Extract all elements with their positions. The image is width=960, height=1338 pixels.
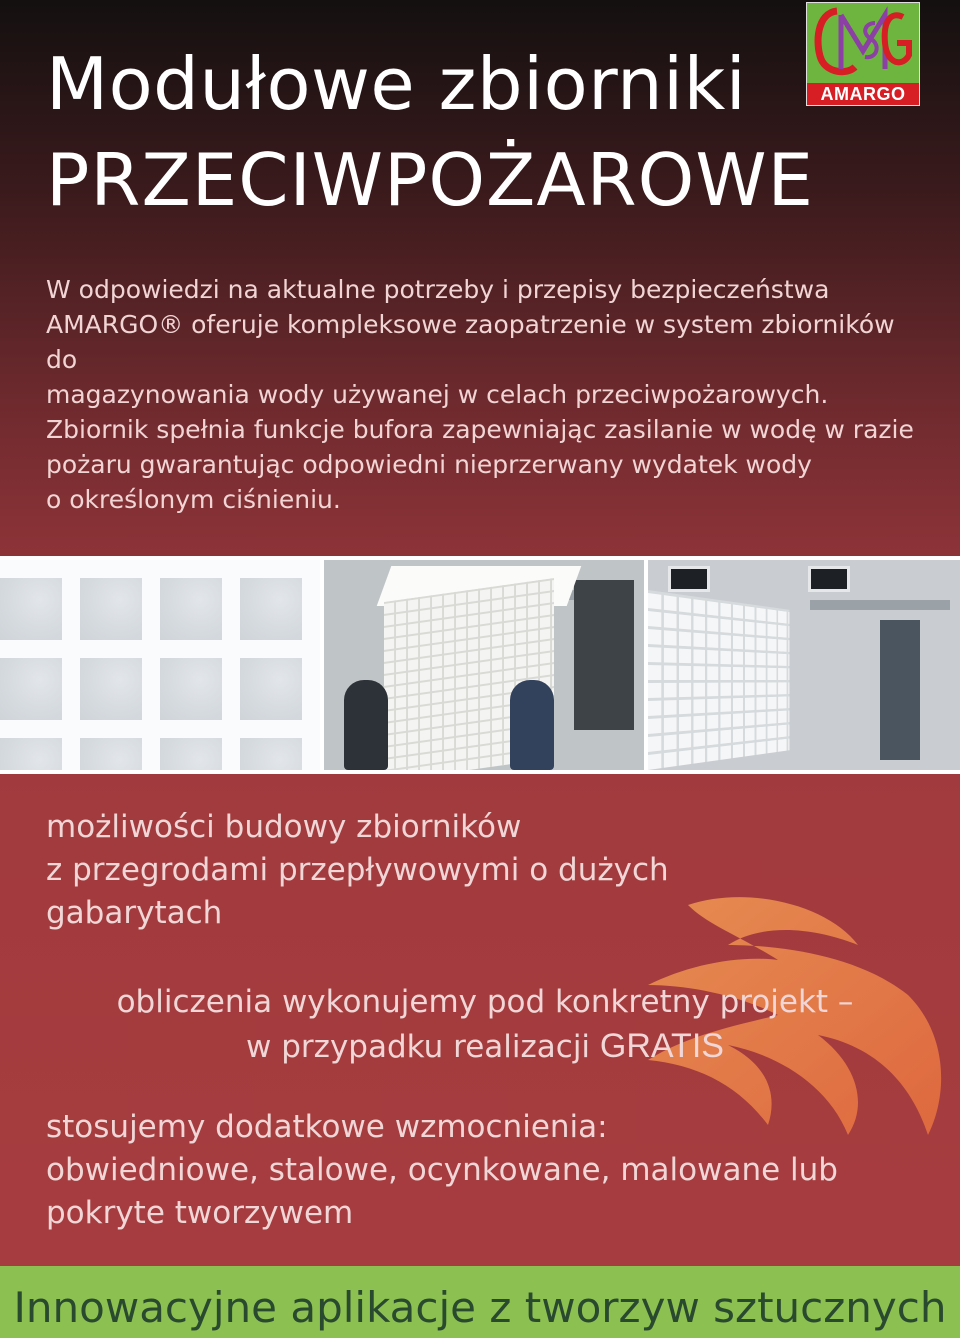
title-line-1: Modułowe zbiorniki <box>46 42 747 126</box>
worker-figure <box>510 680 554 770</box>
intro-p2-line: o określonym ciśnieniu. <box>46 485 341 514</box>
logo-brand-text: AMARGO <box>807 83 919 105</box>
feature-line: gabarytach <box>46 895 223 931</box>
intro-p1-line: magazynowania wody używanej w celach przeciwpożarowych. <box>46 380 829 409</box>
title-line-2: PRZECIWPOŻAROWE <box>46 138 815 222</box>
intro-p2-line: Zbiornik spełnia funkcje bufora zapewniając zasilanie w wodę w razie <box>46 415 914 444</box>
worker-figure <box>344 680 388 770</box>
pump-machinery-shape <box>574 580 634 730</box>
window-shape <box>808 566 850 592</box>
intro-paragraph-1 <box>46 272 926 412</box>
photo-tank-grid-closeup <box>0 560 320 770</box>
tank-grid-texture <box>0 560 320 770</box>
feature-reinforcements <box>46 1106 866 1235</box>
pump-machinery-shape <box>880 620 920 760</box>
feature-line: z przegrodami przepływowymi o dużych <box>46 852 669 888</box>
footer-banner <box>0 1266 960 1338</box>
intro-p1-line: W odpowiedzi na aktualne potrzeby i przepisy bezpieczeństwa <box>46 275 830 304</box>
photo-strip <box>0 556 960 774</box>
feature-line: pokryte tworzywem <box>46 1195 354 1231</box>
msg-monogram-icon <box>807 3 919 83</box>
intro-p2-line: pożaru gwarantując odpowiedni nieprzerwany wydatek wody <box>46 450 812 479</box>
photo-tank-installed <box>648 560 960 770</box>
feature-line: możliwości budowy zbiorników <box>46 809 522 845</box>
feature-flow-partitions <box>46 806 866 935</box>
feature-line: obwiedniowe, stalowe, ocynkowane, malowane lub <box>46 1152 838 1188</box>
photo-tank-assembly <box>324 560 644 770</box>
feature-free-calculations <box>100 980 870 1069</box>
window-shape <box>668 566 710 592</box>
gratis-highlight: GRATIS <box>599 1027 724 1065</box>
feature-line: obliczenia wykonujemy pod konkretny projekt – <box>116 984 854 1020</box>
amargo-logo <box>806 2 920 106</box>
intro-p1-line: AMARGO® oferuje kompleksowe zaopatrzenie w system zbiorników do <box>46 310 895 374</box>
intro-paragraph-2 <box>46 412 926 517</box>
feature-line: w przypadku realizacji <box>246 1029 591 1065</box>
footer-slogan: Innowacyjne aplikacje z tworzyw sztucznych <box>13 1283 947 1332</box>
tank-wall-shape <box>648 590 789 770</box>
feature-line: stosujemy dodatkowe wzmocnienia: <box>46 1109 608 1145</box>
pipe-shape <box>810 600 950 610</box>
